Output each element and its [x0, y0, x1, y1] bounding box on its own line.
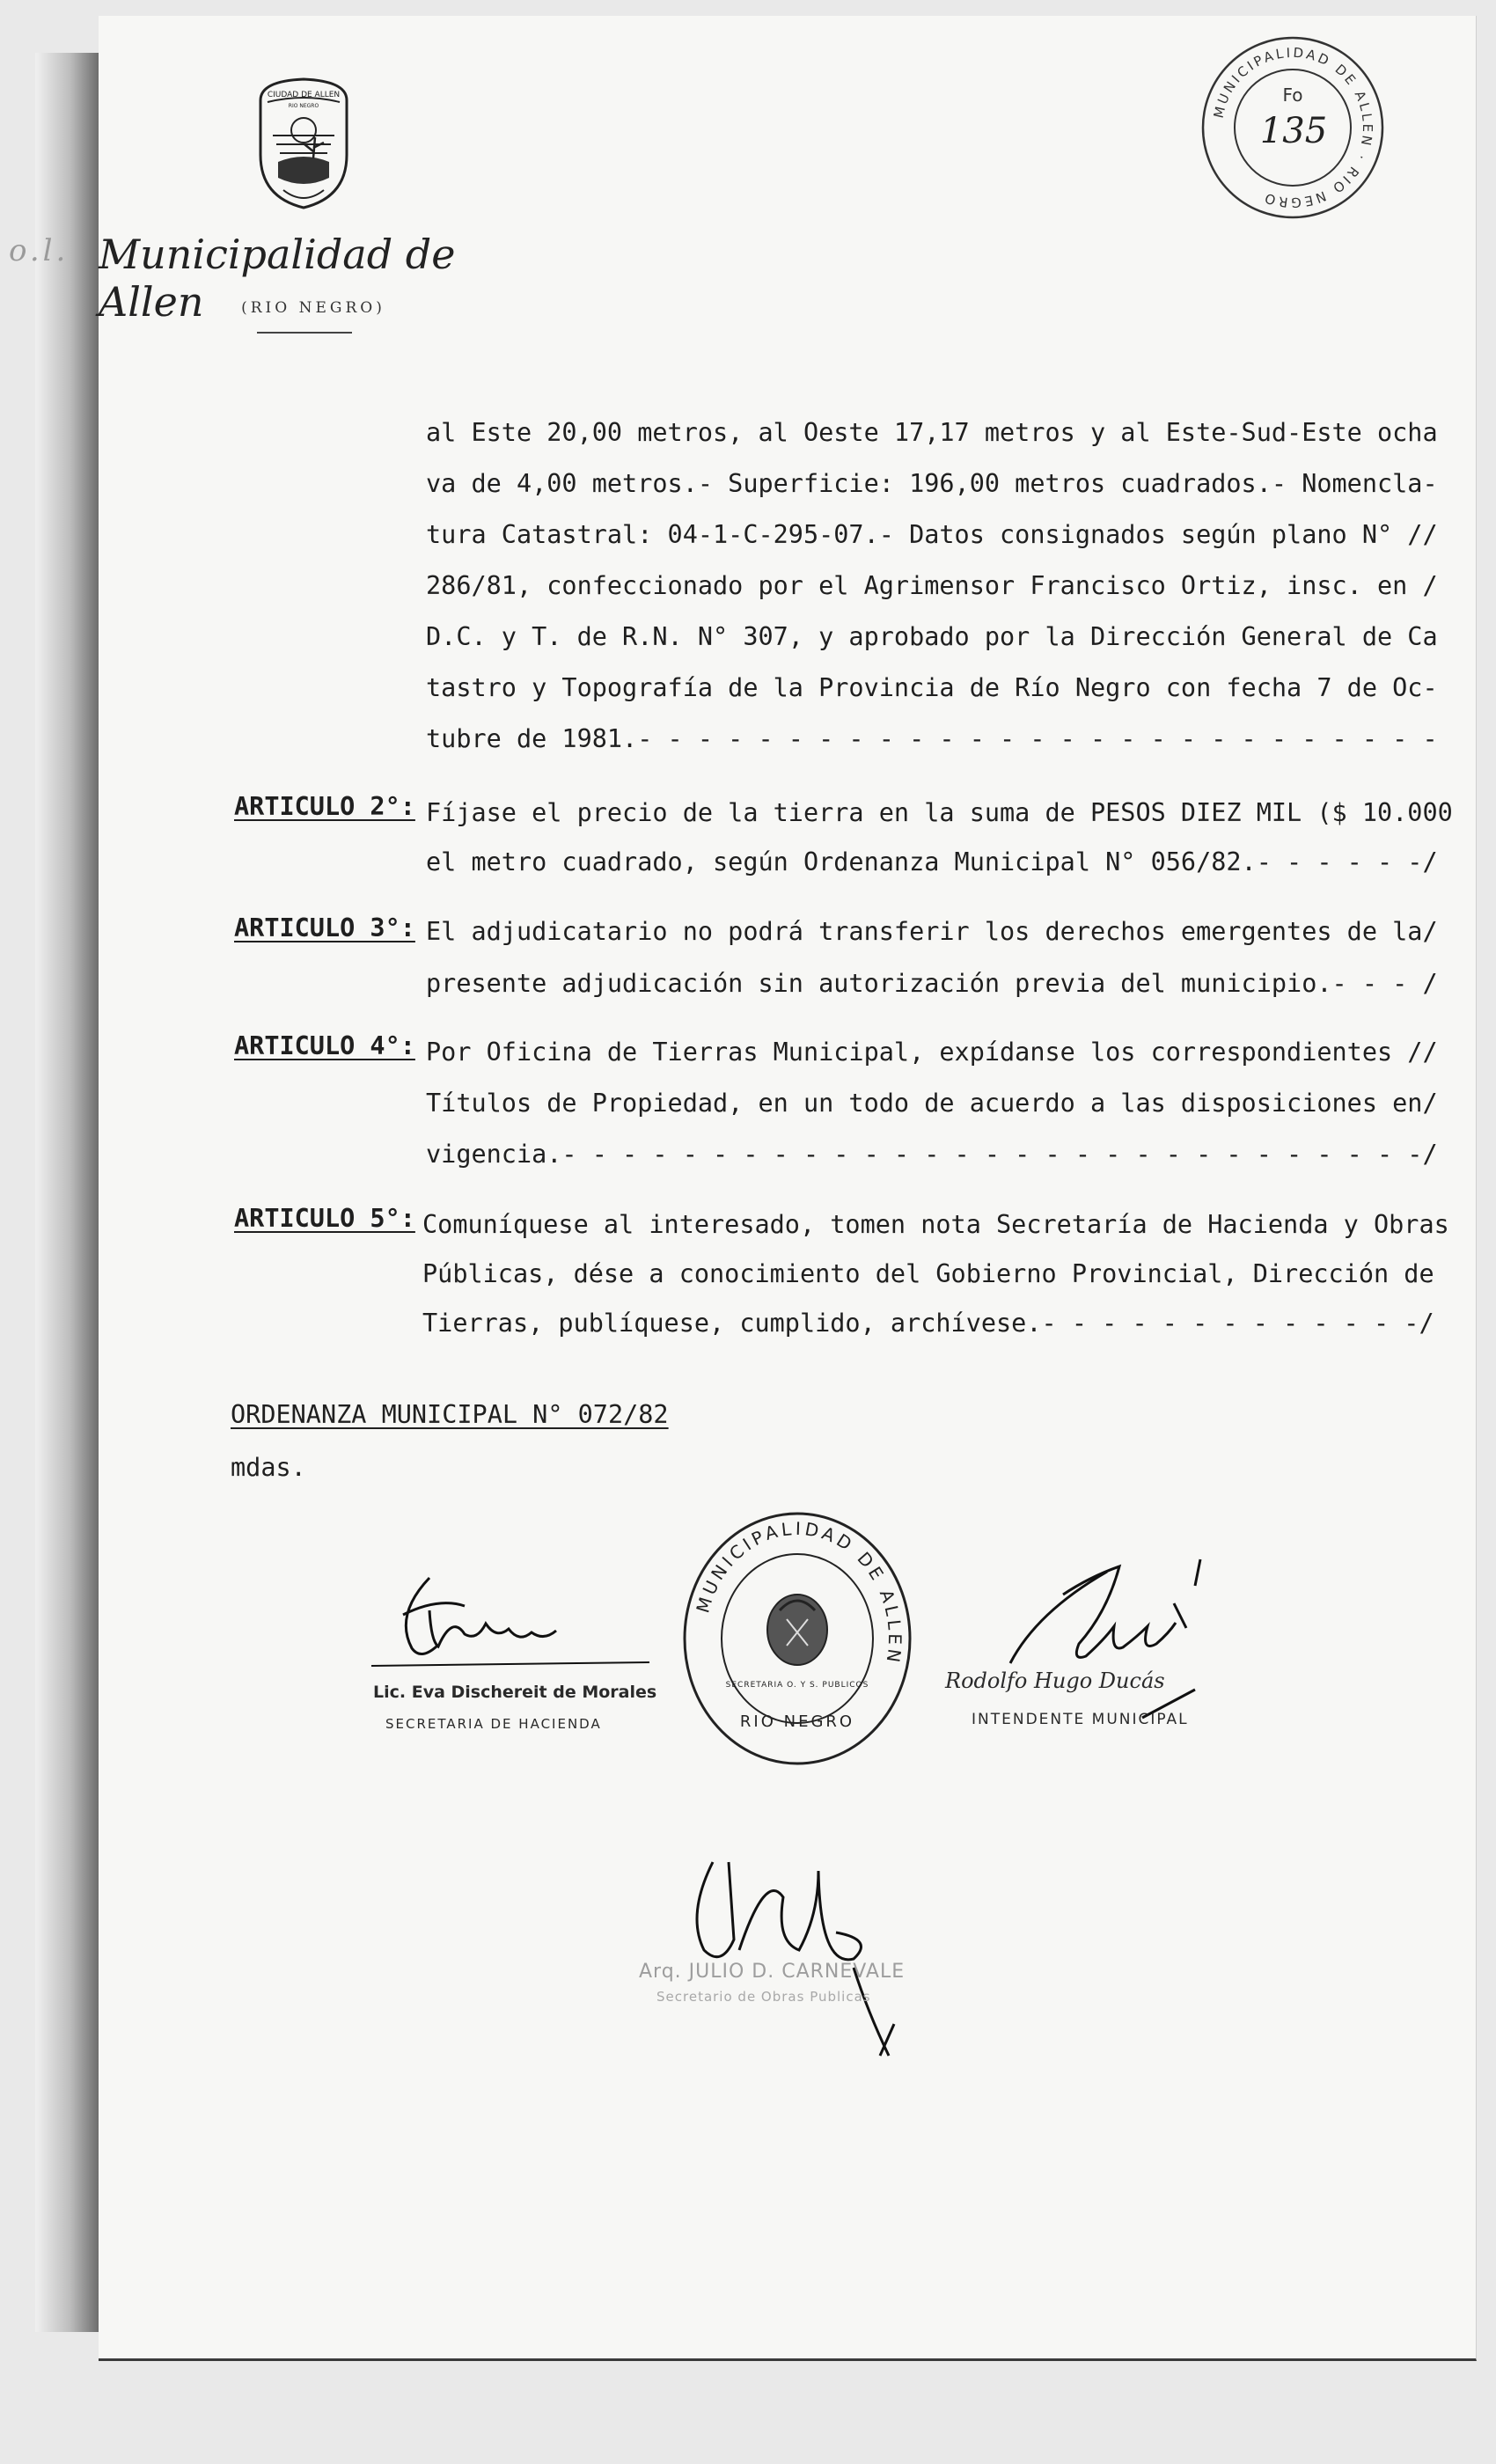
article-3-label: ARTICULO 3°: — [234, 913, 415, 942]
text-line: D.C. y T. de R.N. N° 307, y aprobado por la Dirección General de Ca — [426, 622, 1438, 651]
crest-text: CIUDAD DE ALLEN — [267, 91, 341, 99]
binding-shadow — [35, 53, 99, 2332]
text-line: vigencia.- - - - - - - - - - - - - - - - - - - - - - - - - - - - -/ — [426, 1140, 1438, 1169]
folio-label: Fo — [1282, 84, 1303, 106]
text-line: tura Catastral: 04-1-C-295-07.- Datos consignados según plano N° // — [426, 520, 1438, 549]
bottom-signer-name: Arq. JULIO D. CARNEVALE — [639, 1961, 906, 1983]
text-line: Comuníquese al interesado, tomen nota Secretaría de Hacienda y Obras — [422, 1210, 1449, 1239]
seal-bottom-text: RIO NEGRO — [739, 1712, 855, 1731]
right-signer-role: INTENDENTE MUNICIPAL — [972, 1711, 1189, 1728]
text-line: tastro y Topografía de la Provincia de Río Negro con fecha 7 de Oc- — [426, 673, 1438, 702]
municipal-crest-icon — [252, 74, 356, 211]
bottom-signer-role: Secretario de Obras Publicas — [656, 1989, 871, 2005]
text-line: presente adjudicación sin autorización previa del municipio.- - - / — [426, 969, 1438, 998]
text-line: Tierras, publíquese, cumplido, archívese.- - - - - - - - - - - - -/ — [422, 1309, 1434, 1338]
text-line: Por Oficina de Tierras Municipal, expídanse los correspondientes // — [426, 1038, 1438, 1067]
signature-left-scrawl — [368, 1562, 658, 1676]
official-seal — [674, 1507, 920, 1771]
municipality-name: Municipalidad de Allen — [99, 231, 456, 326]
folio-ring-text: MUNICIPALIDAD DE ALLEN · RIO NEGRO — [1210, 44, 1376, 211]
header-divider — [257, 332, 352, 334]
text-line: Fíjase el precio de la tierra en la suma de PESOS DIEZ MIL ($ 10.000 — [426, 798, 1453, 827]
signature-bottom-scrawl — [678, 1836, 942, 2082]
margin-mark: o.l. — [9, 233, 70, 268]
left-signer-role: SECRETARIA DE HACIENDA — [385, 1716, 602, 1732]
right-signer-name: Rodolfo Hugo Ducás — [945, 1668, 1165, 1693]
folio-number: 135 — [1259, 111, 1328, 151]
crest-subtext: RIO NEGRO — [288, 103, 319, 109]
text-line: al Este 20,00 metros, al Oeste 17,17 metros y al Este-Sud-Este ocha — [426, 418, 1438, 447]
text-line: el metro cuadrado, según Ordenanza Municipal N° 056/82.- - - - - -/ — [426, 847, 1438, 876]
text-line: 286/81, confeccionado por el Agrimensor Francisco Ortiz, insc. en / — [426, 571, 1438, 600]
text-line: El adjudicatario no podrá transferir los derechos emergentes de la/ — [426, 917, 1438, 946]
article-5-label: ARTICULO 5°: — [234, 1204, 415, 1233]
text-line: va de 4,00 metros.- Superficie: 196,00 metros cuadrados.- Nomencla- — [426, 469, 1438, 498]
ordinance-number: ORDENANZA MUNICIPAL N° 072/82 — [231, 1400, 669, 1429]
seal-inner-text: SECRETARIA O. Y S. PUBLICOS — [725, 1681, 869, 1690]
seal-ring-text: MUNICIPALIDAD DE ALLEN — [692, 1517, 906, 1668]
article-2-label: ARTICULO 2°: — [234, 792, 415, 821]
province-label: (RIO NEGRO) — [241, 299, 385, 317]
text-line: Públicas, dése a conocimiento del Gobierno Provincial, Dirección de — [422, 1259, 1434, 1288]
left-signer-name: Lic. Eva Dischereit de Morales — [373, 1683, 657, 1702]
article-4-label: ARTICULO 4°: — [234, 1031, 415, 1060]
text-line: Títulos de Propiedad, en un todo de acuerdo a las disposiciones en/ — [426, 1089, 1438, 1118]
initials: mdas. — [231, 1453, 306, 1482]
text-line: tubre de 1981.- - - - - - - - - - - - - - - - - - - - - - - - - - - — [426, 724, 1438, 753]
